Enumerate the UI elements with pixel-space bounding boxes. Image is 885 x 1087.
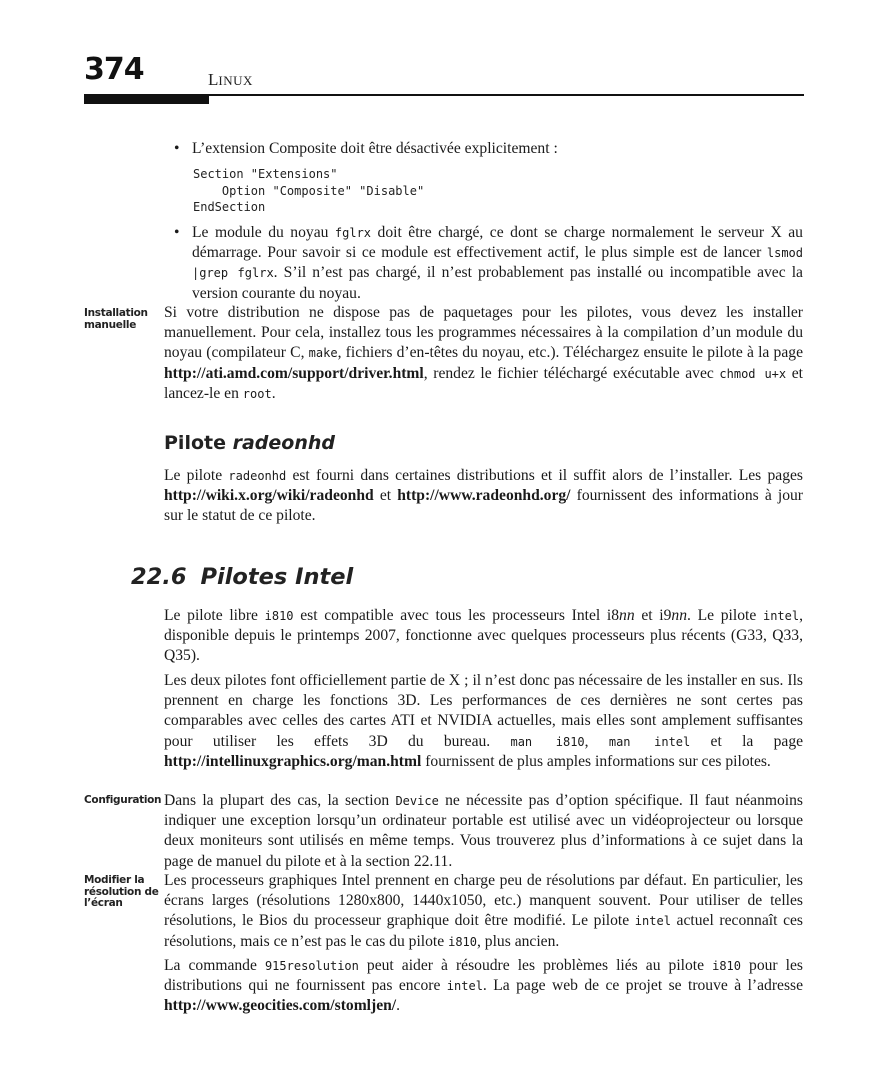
url-link[interactable]: http://wiki.x.org/wiki/radeonhd xyxy=(164,487,374,505)
italic-text: nn xyxy=(671,607,688,624)
text-run: est fourni dans certaines distributions et il suffit alors de l’installer. Les pages xyxy=(286,467,803,484)
paragraph-intel-2 xyxy=(164,671,803,772)
section-heading xyxy=(131,564,353,590)
text-run: et xyxy=(373,487,398,505)
text-run: actuel reconnaît ces résolutions, mais ce n’est pas le cas du pilote xyxy=(164,912,803,950)
url-link[interactable]: http://ati.amd.com/support/driver.html xyxy=(164,364,424,382)
text-run: pour les distributions qui ne fournissent pas encore xyxy=(164,957,803,995)
italic-text: nn xyxy=(619,607,635,624)
margin-note-resolution: Modifier la résolution de l’écran xyxy=(84,874,159,909)
text-run: et i9 xyxy=(634,607,672,624)
paragraph-configuration xyxy=(164,791,803,872)
inline-code: lsmod |grep fglrx xyxy=(192,246,803,281)
bullet-text: L’extension Composite doit être désactivée explicitement : xyxy=(192,140,558,157)
inline-code: intel xyxy=(446,979,483,994)
text-run: fournissent des informations à jour sur le statut de ce pilote. xyxy=(164,487,803,525)
paragraph-radeonhd xyxy=(164,466,803,527)
section-number: 22.6 xyxy=(131,564,187,590)
code-block: Section "Extensions" Option "Composite" "Disable" EndSection xyxy=(193,167,425,214)
inline-code: fglrx xyxy=(334,226,372,240)
bullet-item xyxy=(174,223,803,304)
text-run: . S’il n’est pas chargé, il n’est probablement pas installé ou incompatible avec la version courante du noyau. xyxy=(192,264,803,302)
paragraph-915resolution xyxy=(164,956,803,1017)
url-link[interactable]: http://www.geocities.com/stomljen/ xyxy=(164,997,397,1015)
text-run: Les processeurs graphiques Intel prennent en charge peu de résolutions par défaut. En particulier, les écrans larges (résolutions 1280x800, 1440x1050, etc.) manquent souvent. Pour utiliser de telles résolutions, le Bios du processeur graphique doit être modifié. Le pilote xyxy=(164,872,803,930)
paragraph-intel-1 xyxy=(164,606,803,667)
section-title: Pilotes Intel xyxy=(200,564,354,590)
text-run: Les deux pilotes font officiellement partie de X ; il n’est donc pas nécessaire de les installer en sus. Ils prennent en charge les fonctions 3D. Les performances de ces dernières ne sont certes pas comparables avec celles des cartes ATI et NVIDIA actuelles, mais elles sont amplement suffisantes pour utiliser les effets 3D du bureau. xyxy=(164,672,803,750)
inline-code: i810 xyxy=(448,934,477,949)
text-run: est compatible avec tous les processeurs Intel i8 xyxy=(293,607,620,624)
bullet-dot: • xyxy=(174,140,180,157)
inline-code: Device xyxy=(395,794,439,808)
inline-code: i810 xyxy=(712,959,741,973)
text-run: , disponible depuis le printemps 2007, fonctionne avec quelques processeurs plus récents (G33, Q33, Q35). xyxy=(164,607,803,665)
text-run: , xyxy=(584,732,609,750)
page-number: 374 xyxy=(84,52,144,87)
text-run: La commande xyxy=(164,957,265,974)
text-run: Le pilote xyxy=(164,467,229,484)
text-run: doit être chargé, ce dont se charge normalement le serveur X au démarrage. Pour savoir si ce module est effectivement actif, le plus simple est de lancer xyxy=(192,224,803,262)
inline-code: man i810 xyxy=(510,734,585,749)
text-run: Si votre distribution ne dispose pas de paquetages pour les pilotes, vous devez les installer manuellement. Pour cela, installez tous les programmes nécessaires à la compilation d’un module du noyau (compilateur C, xyxy=(164,304,803,362)
text-run: . xyxy=(396,997,401,1015)
inline-code: make xyxy=(308,346,338,361)
text-run: fournissent de plus amples informations sur ces pilotes. xyxy=(421,752,771,770)
margin-note-configuration: Configuration xyxy=(84,794,162,806)
text-run: et la page xyxy=(690,732,804,750)
url-link[interactable]: http://intellinuxgraphics.org/man.html xyxy=(164,752,422,770)
text-run: Dans la plupart des cas, la section xyxy=(164,792,396,809)
inline-code: chmod u+x xyxy=(719,366,787,381)
text-run: ne nécessite pas d’option spécifique. Il faut néanmoins indiquer une exception lorsqu’un ordinateur portable est utilisé avec un vidéoprojecteur ou lorsque deux moniteurs sont utilisés en même temps. Vous trouverez plus d’informations à ce sujet dans la page de manuel du pilote et à la section 22.11. xyxy=(164,792,803,870)
text-run: . xyxy=(271,384,276,402)
inline-code: man intel xyxy=(608,734,691,749)
heading-text-italic: radeonhd xyxy=(232,432,335,454)
paragraph-resolution xyxy=(164,871,803,952)
heading-text: Pilote xyxy=(164,432,233,454)
subsection-heading xyxy=(164,432,335,454)
inline-code: radeonhd xyxy=(228,469,287,483)
header-rule-bar xyxy=(84,96,209,104)
text-run: Le module du noyau xyxy=(192,224,335,241)
text-run: . Le pilote xyxy=(687,607,763,624)
url-link[interactable]: http://www.radeonhd.org/ xyxy=(397,487,571,505)
bullet-item xyxy=(174,139,803,159)
running-title-rest: INUX xyxy=(218,73,253,88)
paragraph-installation xyxy=(164,303,803,404)
inline-code: root xyxy=(242,386,272,401)
text-run: Le pilote libre xyxy=(164,607,265,624)
text-run: et lancez-le en xyxy=(164,364,803,402)
bullet-text xyxy=(192,223,803,304)
inline-code: intel xyxy=(762,609,800,623)
bullet-dot: • xyxy=(174,224,180,241)
margin-note-installation: Installation manuelle xyxy=(84,307,148,331)
inline-code: i810 xyxy=(264,609,294,623)
text-run: , plus ancien. xyxy=(477,932,560,950)
text-run: , rendez le fichier téléchargé exécutable avec xyxy=(423,364,720,382)
text-run: , fichiers d’en-têtes du noyau, etc.). Téléchargez ensuite le pilote à la page xyxy=(337,344,803,362)
text-run: . La page web de ce projet se trouve à l’adresse xyxy=(482,977,803,995)
inline-code: 915resolution xyxy=(264,959,359,973)
text-run: peut aider à résoudre les problèmes liés au pilote xyxy=(358,957,713,974)
running-title-initial: L xyxy=(208,70,219,89)
running-title xyxy=(208,70,253,90)
inline-code: intel xyxy=(634,914,671,929)
